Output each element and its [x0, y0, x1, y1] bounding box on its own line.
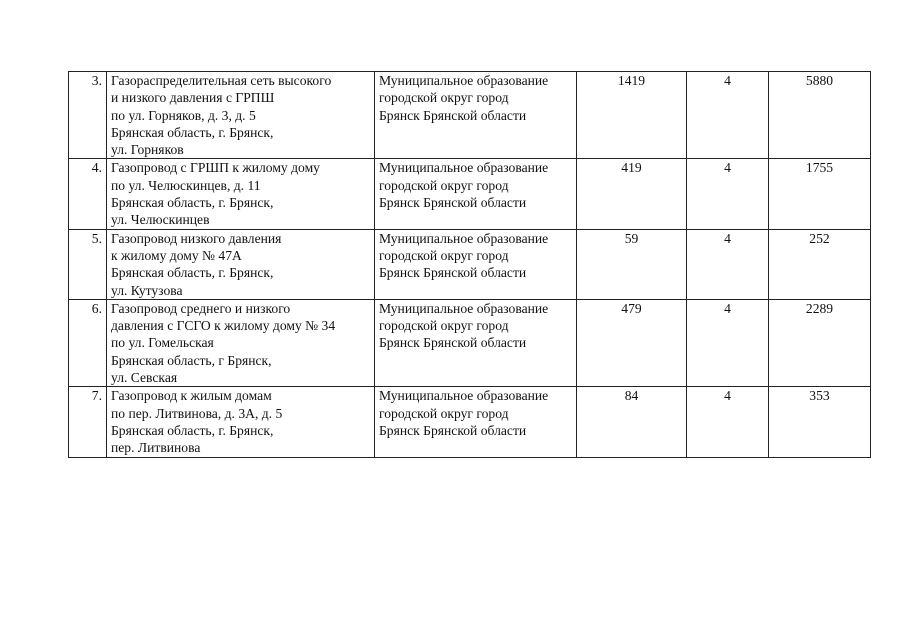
category-cell: 4	[687, 387, 769, 457]
row-number-cell: 7.	[69, 387, 107, 457]
value-cell: 1755	[769, 159, 871, 229]
value-cell: 252	[769, 229, 871, 299]
owner-cell: Муниципальное образование городской округ город Брянск Брянской области	[375, 387, 577, 457]
length-cell: 59	[577, 229, 687, 299]
owner-cell: Муниципальное образование городской округ город Брянск Брянской области	[375, 159, 577, 229]
table-row	[69, 387, 871, 457]
category-cell: 4	[687, 72, 769, 159]
owner-cell: Муниципальное образование городской округ город Брянск Брянской области	[375, 299, 577, 386]
object-name-cell: Газопровод среднего и низкого давления с ГСГО к жилому дому № 34 по ул. Гомельская Брянская область, г Брянск, ул. Севская	[107, 299, 375, 386]
category-cell: 4	[687, 299, 769, 386]
category-cell: 4	[687, 229, 769, 299]
table-row	[69, 72, 871, 159]
category-cell: 4	[687, 159, 769, 229]
owner-cell: Муниципальное образование городской округ город Брянск Брянской области	[375, 229, 577, 299]
length-cell: 419	[577, 159, 687, 229]
table-row	[69, 159, 871, 229]
row-number-cell: 5.	[69, 229, 107, 299]
object-name-cell: Газопровод низкого давления к жилому дому № 47А Брянская область, г. Брянск, ул. Кутузова	[107, 229, 375, 299]
value-cell: 2289	[769, 299, 871, 386]
table-row	[69, 229, 871, 299]
row-number-cell: 4.	[69, 159, 107, 229]
row-number-cell: 6.	[69, 299, 107, 386]
value-cell: 353	[769, 387, 871, 457]
object-name-cell: Газопровод с ГРШП к жилому дому по ул. Челюскинцев, д. 11 Брянская область, г. Брянск, ул. Челюскинцев	[107, 159, 375, 229]
length-cell: 1419	[577, 72, 687, 159]
object-name-cell: Газопровод к жилым домам по пер. Литвинова, д. 3А, д. 5 Брянская область, г. Брянск, пер. Литвинова	[107, 387, 375, 457]
owner-cell: Муниципальное образование городской округ город Брянск Брянской области	[375, 72, 577, 159]
object-name-cell: Газораспределительная сеть высокого и низкого давления с ГРПШ по ул. Горняков, д. 3, д. 5 Брянская область, г. Брянск, ул. Горняков	[107, 72, 375, 159]
gas-pipeline-registry-table	[68, 71, 871, 458]
value-cell: 5880	[769, 72, 871, 159]
table-row	[69, 299, 871, 386]
length-cell: 479	[577, 299, 687, 386]
length-cell: 84	[577, 387, 687, 457]
row-number-cell: 3.	[69, 72, 107, 159]
